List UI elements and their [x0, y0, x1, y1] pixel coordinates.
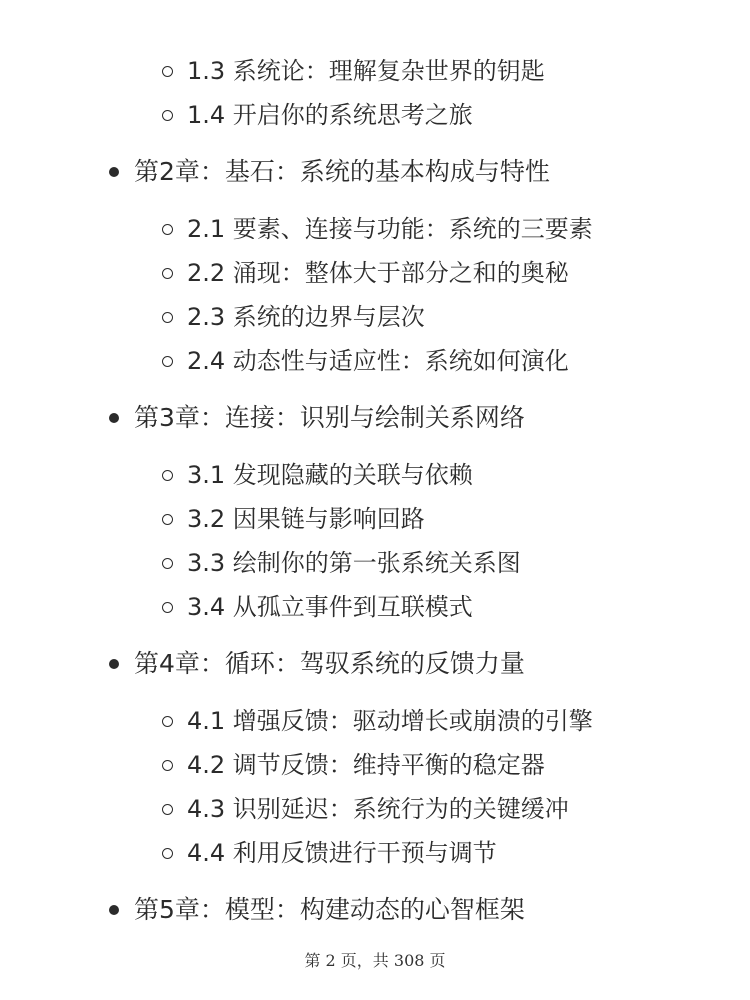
toc-section-item — [0, 209, 750, 249]
toc-section-item — [0, 51, 750, 91]
hollow-bullet-icon — [162, 804, 173, 815]
hollow-bullet-icon — [162, 312, 173, 323]
toc-section-label: 4.2 调节反馈：维持平衡的稳定器 — [187, 751, 545, 779]
toc-section-label: 2.4 动态性与适应性：系统如何演化 — [187, 347, 569, 375]
toc-section-item — [0, 95, 750, 135]
filled-bullet-icon — [109, 905, 119, 915]
toc-section-label: 3.4 从孤立事件到互联模式 — [187, 593, 473, 621]
toc-chapter-label: 第4章：循环：驾驭系统的反馈力量 — [134, 649, 525, 678]
toc-section-item — [0, 543, 750, 583]
filled-bullet-icon — [109, 167, 119, 177]
toc-section-label: 3.1 发现隐藏的关联与依赖 — [187, 461, 473, 489]
toc-section-item — [0, 297, 750, 337]
toc-section-label: 2.3 系统的边界与层次 — [187, 303, 425, 331]
toc-section-label: 1.3 系统论：理解复杂世界的钥匙 — [187, 57, 545, 85]
filled-bullet-icon — [109, 413, 119, 423]
hollow-bullet-icon — [162, 66, 173, 77]
toc-section-item — [0, 789, 750, 829]
toc-section-label: 4.3 识别延迟：系统行为的关键缓冲 — [187, 795, 569, 823]
toc-section-item — [0, 253, 750, 293]
toc-chapter-item — [0, 152, 750, 192]
toc-chapter-label: 第2章：基石：系统的基本构成与特性 — [134, 157, 550, 186]
hollow-bullet-icon — [162, 470, 173, 481]
page-number-footer: 第 2 页，共 308 页 — [304, 951, 446, 970]
toc-section-label: 3.2 因果链与影响回路 — [187, 505, 425, 533]
hollow-bullet-icon — [162, 602, 173, 613]
toc-section-label: 4.1 增强反馈：驱动增长或崩溃的引擎 — [187, 707, 593, 735]
toc-section-item — [0, 701, 750, 741]
toc-section-label: 2.2 涌现：整体大于部分之和的奥秘 — [187, 259, 569, 287]
hollow-bullet-icon — [162, 268, 173, 279]
hollow-bullet-icon — [162, 356, 173, 367]
toc-section-label: 3.3 绘制你的第一张系统关系图 — [187, 549, 521, 577]
hollow-bullet-icon — [162, 558, 173, 569]
toc-chapter-item — [0, 644, 750, 684]
hollow-bullet-icon — [162, 514, 173, 525]
toc-chapter-label: 第3章：连接：识别与绘制关系网络 — [134, 403, 525, 432]
toc-section-item — [0, 833, 750, 873]
hollow-bullet-icon — [162, 716, 173, 727]
toc-section-item — [0, 455, 750, 495]
hollow-bullet-icon — [162, 848, 173, 859]
toc-chapter-item — [0, 398, 750, 438]
toc-section-item — [0, 341, 750, 381]
hollow-bullet-icon — [162, 760, 173, 771]
toc-section-label: 1.4 开启你的系统思考之旅 — [187, 101, 473, 129]
toc-section-label: 2.1 要素、连接与功能：系统的三要素 — [187, 215, 593, 243]
toc-section-item — [0, 499, 750, 539]
toc-chapter-item — [0, 890, 750, 930]
toc-chapter-label: 第5章：模型：构建动态的心智框架 — [134, 895, 525, 924]
hollow-bullet-icon — [162, 110, 173, 121]
filled-bullet-icon — [109, 659, 119, 669]
toc-section-item — [0, 745, 750, 785]
toc-section-label: 4.4 利用反馈进行干预与调节 — [187, 839, 497, 867]
hollow-bullet-icon — [162, 224, 173, 235]
toc-section-item — [0, 587, 750, 627]
